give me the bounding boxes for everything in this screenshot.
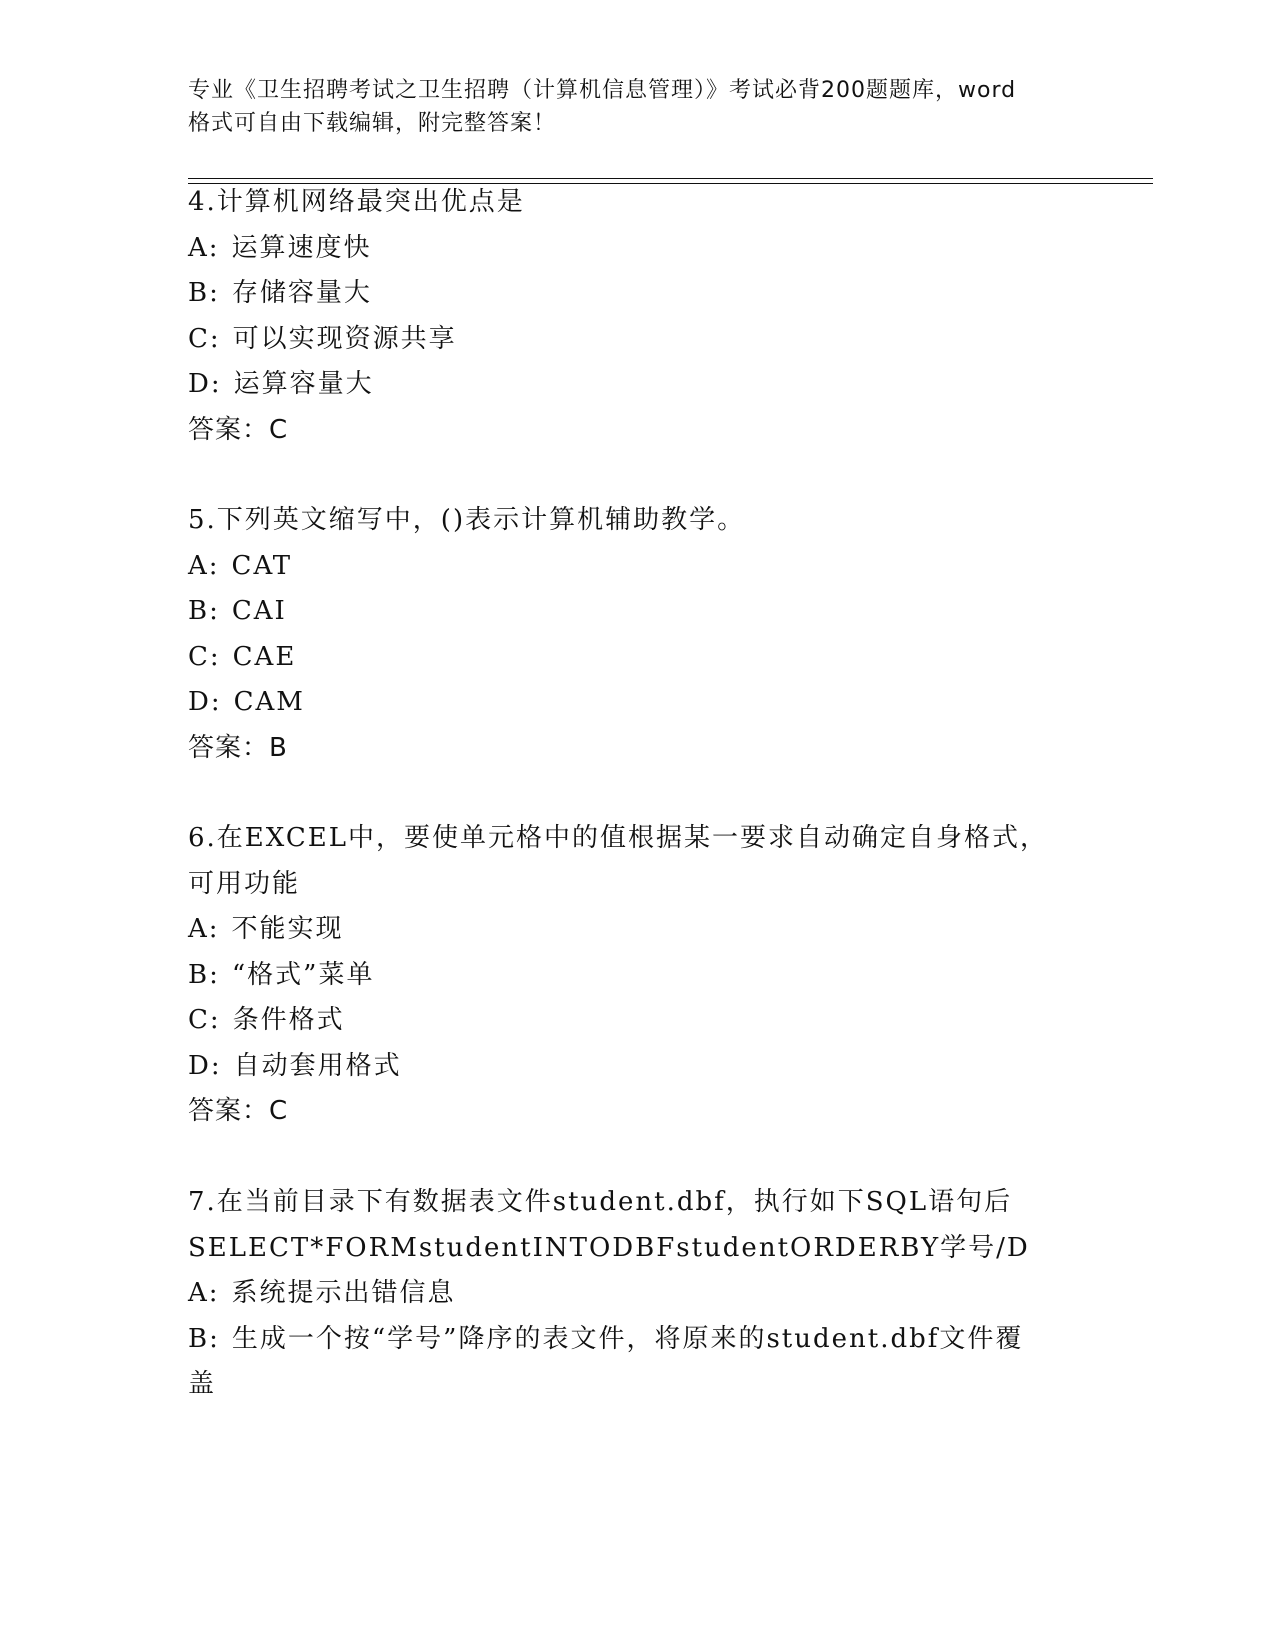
question-block-7 <box>188 1180 1088 1408</box>
option-b <box>188 271 1088 317</box>
answer-label: 答案：C <box>188 414 289 445</box>
option-text: CAM <box>233 687 305 717</box>
option-key: D: <box>188 1050 222 1081</box>
option-c <box>188 317 1088 363</box>
option-a <box>188 544 1088 590</box>
option-text: CAT <box>231 550 293 581</box>
option-key: D: <box>188 687 222 717</box>
option-text: 可以实现资源共享 <box>232 323 457 354</box>
option-text: 条件格式 <box>232 1005 345 1035</box>
question-stem-line-2: SELECT*FORMstudentINTODBFstudentORDERBY学号/D <box>188 1232 1030 1263</box>
option-key: A: <box>188 550 220 581</box>
option-key: C: <box>188 641 221 672</box>
option-text: 系统提示出错信息 <box>231 1278 456 1308</box>
option-b-continuation: 盖 <box>188 1369 217 1399</box>
question-stem: 5.下列英文缩写中，()表示计算机辅助教学。 <box>188 505 746 535</box>
option-key: C: <box>188 323 221 354</box>
question-block-6 <box>188 816 1088 1135</box>
question-stem-line-2: 可用功能 <box>188 868 301 899</box>
option-key: A: <box>188 232 220 263</box>
option-key: B: <box>188 596 220 626</box>
option-text: 运算容量大 <box>233 369 374 399</box>
header-divider-top <box>188 178 1153 179</box>
question-stem: 4.计算机网络最突出优点是 <box>188 187 525 217</box>
option-c <box>188 998 1088 1044</box>
document-header <box>188 74 1088 140</box>
option-text: “格式”菜单 <box>231 959 375 990</box>
answer-label: 答案：C <box>188 1096 289 1126</box>
option-b <box>188 1317 1088 1363</box>
option-key: C: <box>188 1005 221 1035</box>
option-a <box>188 907 1088 953</box>
option-text: 运算速度快 <box>231 232 372 263</box>
option-b <box>188 589 1088 635</box>
option-d <box>188 1044 1088 1090</box>
header-line-1: 专业《卫生招聘考试之卫生招聘（计算机信息管理）》考试必背200题题库，word <box>188 78 1017 103</box>
option-a <box>188 1271 1088 1317</box>
option-d <box>188 680 1088 726</box>
option-text: 生成一个按“学号”降序的表文件，将原来的student.dbf文件覆 <box>231 1323 1024 1354</box>
option-text: CAI <box>231 596 287 626</box>
question-stem-line-1: 6.在EXCEL中，要使单元格中的值根据某一要求自动确定自身格式， <box>188 823 1048 853</box>
option-a <box>188 226 1088 272</box>
answer-label: 答案：B <box>188 732 288 763</box>
option-text: 不能实现 <box>231 914 344 944</box>
option-text: CAE <box>232 641 297 672</box>
option-d <box>188 362 1088 408</box>
option-key: A: <box>188 1278 220 1308</box>
option-key: D: <box>188 369 222 399</box>
option-text: 自动套用格式 <box>233 1050 402 1081</box>
question-stem-line-1: 7.在当前目录下有数据表文件student.dbf，执行如下SQL语句后 <box>188 1187 1013 1217</box>
option-key: B: <box>188 278 220 308</box>
option-text: 存储容量大 <box>231 278 372 308</box>
option-key: B: <box>188 1323 220 1354</box>
question-block-5 <box>188 498 1088 771</box>
option-b <box>188 953 1088 999</box>
option-key: A: <box>188 914 220 944</box>
header-line-2: 格式可自由下载编辑，附完整答案！ <box>188 111 557 136</box>
question-block-4 <box>188 180 1088 453</box>
option-c <box>188 635 1088 681</box>
option-key: B: <box>188 959 220 990</box>
